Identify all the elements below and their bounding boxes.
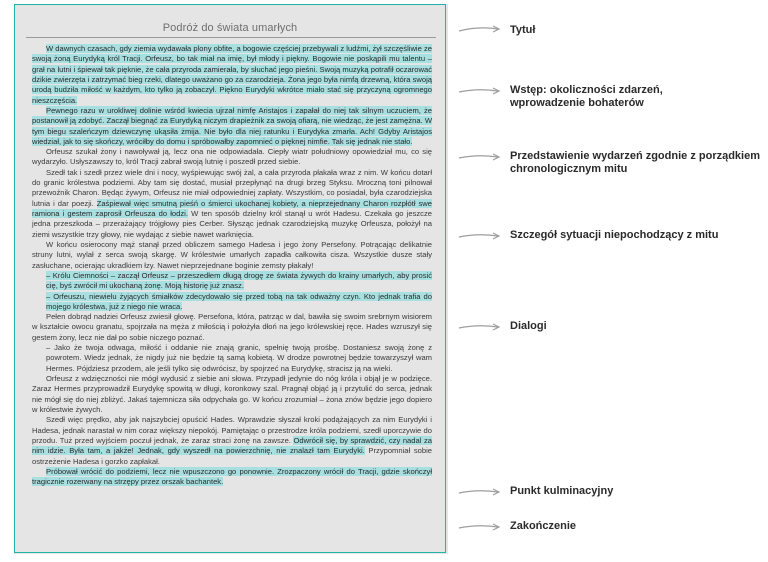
annotation-introduction: Wstęp: okoliczności zdarzeń, wprowadzenie bohaterów xyxy=(510,84,663,109)
arrow-icon xyxy=(458,322,502,332)
highlight-ending: Próbował wrócić do podziemi, lecz nie wpuszczono go ponownie. Zrozpaczony wrócił do Tracji, gdzie skończył tragicznie rozerwany na strzępy przez orszak bachantek. xyxy=(32,466,432,487)
highlight-events: Pewnego razu w urokliwej dolinie wśród kwiecia ujrzał nimfę Aristajos i zapałał do niej tak silnym uczuciem, że postanowił ją zdobyć. Zaczął biegnąć za Eurydyką niczym drapieżnik za swoją ofiarą, nie wiedząc, że jest zamężna. W tym biegu szaleńczym dziewczynę ukąsiła żmija. Nie było dla niej ratunku i Eurydyka zmarła. Ach! Gdyby Aristajos wiedział, jak to się skończy, wróciłby do domu i spróbowałby zapomnieć o pięknej nimfie. Tak się jednak nie stało. xyxy=(32,105,432,146)
arrow-icon xyxy=(458,487,502,497)
dialogue-line xyxy=(32,271,432,292)
paragraph-detail xyxy=(32,168,432,240)
annotation-climax: Punkt kulminacyjny xyxy=(510,485,614,497)
document-title: Podróż do świata umarłych xyxy=(162,22,298,34)
arrow-icon xyxy=(458,522,502,532)
annotation-title: Tytuł xyxy=(510,24,536,36)
paragraph-climax xyxy=(32,415,432,467)
annotation-detail: Szczegół sytuacji niepochodzący z mitu xyxy=(510,229,719,241)
text-run: Przypomniał sobie ostrzeżenie Hadesa i gorzko zapłakał. xyxy=(32,446,432,466)
highlight-climax: Odwrócił się, by sprawdzić, czy nadal za nim idzie. Była tam, a jakże! Jednak, gdy wyszedł na powierzchnię, nie znalazł tam Eurydyki. xyxy=(32,435,432,456)
highlight-detail: Zaśpiewał więc smutną pieśń o śmierci ukochanej kobiety, a nieprzejednany Charon rozpłótł swe ramiona i gestem zaprosił Orfeusza do łodzi. xyxy=(32,198,432,218)
paragraph: Orfeusz szukał żony i nawoływał ją, lecz ona nie odpowiadała. Ciepły wiatr południowy opowiedział mu, co się wydarzyło. Usłyszawszy to, król Tracji zabrał swoją lutnię i poszedł przed siebie. xyxy=(32,147,432,167)
annotation-ending: Zakończenie xyxy=(510,520,577,532)
paragraph: Orfeusz z wdzięczności nie mógł wydusić z siebie ani słowa. Przypadł jedynie do nóg króla i objął je w podzięce. Zaraz Hermes przyprowadził Eurydykę spowitą w długi, koronkowy szal. Pragnął objąć ją i przytulić do serca, jednak nie mógł się do niej zbliżyć. Jakaś tajemnicza siła odpychała go. W końcu zrozumiał – żona znów będzie jego dopiero w królestwie żywych. xyxy=(32,374,432,414)
paragraph: Pełen dobrąd nadziei Orfeusz zwiesił głowę. Persefona, która, patrząc w dal, bawiła się swoim srebrnym wisiorem w kształcie owocu granatu, spojrzała na męża z miłością i położyła dłoń na jego królewskiej ręce. Hades wzruszył się gestem żony, lecz nie dał po sobie niczego poznać. xyxy=(32,312,432,342)
arrow-icon xyxy=(458,86,502,96)
story-text xyxy=(32,44,432,534)
paragraph-introduction xyxy=(32,44,432,106)
annotation-events: Przedstawienie wydarzeń zgodnie z porządkiem chronologicznym mitu xyxy=(510,150,761,175)
paragraph-ending xyxy=(32,467,432,488)
highlight-dialogue: – Królu Ciemności – zaczął Orfeusz – przeszedłem długą drogę ze świata żywych do krainy umarłych, aby prosić cię, byś zwrócił mi ukochaną żonę. Moją historię już znasz. xyxy=(46,270,432,291)
highlight-introduction: W dawnych czasach, gdy ziemia wydawała plony obfite, a bogowie częściej przebywali z ludźmi, żył szczęśliwie ze swoją żoną Eurydyką król Tracji. Orfeusz, bo tak miał na imię, był młody i piękny. Bogowie nie poskąpili mu talentu – grał na lutni i śpiewał tak pięknie, że cała przyroda zamierała, by słuchać jego pieśni. Swoją muzyką potrafił oczarować dzikie zwierzęta i zatrzymać bieg rzeki, dlatego uważano go za czarodzieja. Żona jego była nimfą drzewną, która swoją urodą budziła miłość w każdym, kto tylko ją zobaczył. Piękno Eurydyki wkrótce miało stać się przyczyną ogromnego nieszczęścia. xyxy=(32,44,432,105)
title-divider xyxy=(26,37,436,38)
highlight-dialogue: – Orfeuszu, niewielu żyjących śmiałków zdecydowało się przed tobą na tak odważny czyn. Kto jednak trafia do mojego królestwa, już z niego nie wraca. xyxy=(46,291,432,311)
text-run: W ten sposób dzielny król stanął u wrót Hadesu. Czekała go jeszcze jedna przeszkoda – przerażający trójgłowy pies Cerber. Słysząc jednak czarodziejską muzykę Orfeusza, położył na ziemi wszystkie trzy głowy, nie wydając z siebie nawet warknięcia. xyxy=(32,209,432,239)
paragraph: W końcu osierocony mąż stanął przed obliczem samego Hadesa i jego żony Persefony. Potrącając delikatnie struny lutni, wylał z serca swoją skargę. W królestwie umarłych zapadła całkowita cisza. Wszystkie dusze stały zasłuchane, ocierając ukradkiem łzy. Nawet nieprzejednane boginie zemsty płakały! xyxy=(32,239,432,270)
paragraph-events xyxy=(32,106,432,147)
arrow-icon xyxy=(458,152,502,162)
dialogue-line: – Jako że twoja odwaga, miłość i oddanie nie znają granic, spełnię twoją prośbę. Dostaniesz swoją żonę z powrotem. Wiedz jednak, że nigdy już nie będzie tą samą kobietą. W drodze powrotnej będzie towarzyszył wam Hermes. Pójdziesz przodem, ale jeśli tylko się odwrócisz, by spojrzeć na Eurydykę, stracisz ją na wieki. xyxy=(46,343,432,373)
arrow-icon xyxy=(458,24,502,34)
dialogue-line xyxy=(32,292,432,313)
arrow-icon xyxy=(458,231,502,241)
annotation-dialogue: Dialogi xyxy=(510,320,547,332)
text-run: Szedł tak i szedł przez wiele dni i nocy, wyśpiewując swój żal, a cała przyroda płakała wraz z nim. W końcu dotarł do granic królestwa podziemi. Aby tam się dostać, musiał przepłynąć na drugi brzeg Styksu. Mroczną toni pilnował przewoźnik Charon. Będąc żywym, Orfeusz nie miał odpowiedniej zapłaty. Wszystkim, co posiadał, była czarodziejska lutnia i dar poezji. xyxy=(32,167,432,208)
text-run: Szedł więc prędko, aby jak najszybciej opuścić Hades. Wprawdzie słyszał kroki podążających za nim Eurydyki i Hadesa, jednak narastał w nim coraz większy niepokój. Pamiętając o przestrodze króla podziemi, szedł uporczywie do przodu. Tuż przed wyjściem poczuł jednak, że zaraz straci żonę na zawsze. xyxy=(32,415,432,445)
